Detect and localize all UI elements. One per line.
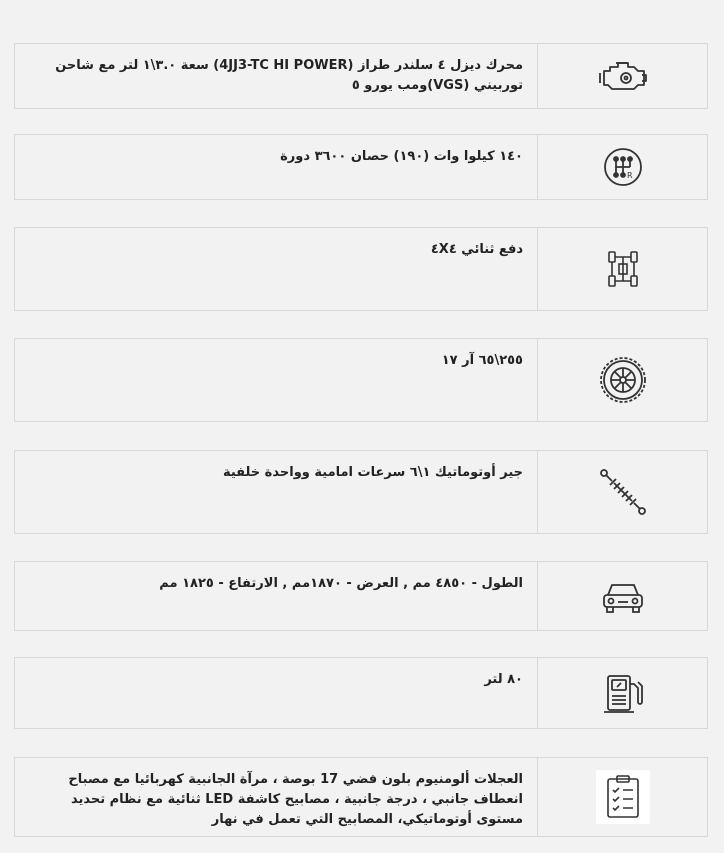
spec-row-fuel bbox=[14, 657, 708, 729]
spec-text: ٢٥٥\٦٥ آر ١٧ bbox=[14, 338, 538, 422]
fuel-pump-icon bbox=[596, 666, 650, 720]
spec-row-features bbox=[14, 757, 708, 837]
spec-text: جير أوتوماتيك ١\٦ سرعات امامية وواحدة خلفية bbox=[14, 450, 538, 534]
spec-text: العجلات ألومنيوم بلون فضي 17 بوصة ، مرآة الجانبية كهربائيا مع مصباح انعطاف جانبي ، درجة جانبية ، مصابيح كاشفة LED ثنائية مع نظام تحديد مستوى أوتوماتيكي، المصابيح التي تعمل في نهار bbox=[14, 757, 538, 837]
spec-text: ٨٠ لتر bbox=[14, 657, 538, 729]
spec-text: دفع ثنائي ٤X٤ bbox=[14, 227, 538, 311]
spec-row-transmission bbox=[14, 450, 708, 534]
engine-icon bbox=[596, 49, 650, 103]
spec-text: محرك ديزل ٤ سلندر طراز (4JJ3-TC HI POWER) سعة ٣.٠\١ لتر مع شاحن توربيني (VGS)ومب يورو ٥ bbox=[14, 43, 538, 109]
spec-row-drive bbox=[14, 227, 708, 311]
spec-row-tire bbox=[14, 338, 708, 422]
spec-row-engine bbox=[14, 43, 708, 109]
tire-icon bbox=[596, 353, 650, 407]
spec-row-dimensions bbox=[14, 561, 708, 631]
spec-row-power bbox=[14, 134, 708, 200]
spec-text: ١٤٠ كيلوا وات (١٩٠) حصان ٣٦٠٠ دورة bbox=[14, 134, 538, 200]
spec-text: الطول - ٤٨٥٠ مم , العرض - ١٨٧٠مم , الارتفاع - ١٨٢٥ مم bbox=[14, 561, 538, 631]
checklist-clipboard-icon bbox=[596, 770, 650, 824]
suspension-spring-icon bbox=[596, 465, 650, 519]
car-front-icon bbox=[596, 569, 650, 623]
svg-text:R: R bbox=[626, 171, 633, 180]
drivetrain-icon bbox=[596, 242, 650, 296]
gear-shift-icon bbox=[596, 140, 650, 194]
